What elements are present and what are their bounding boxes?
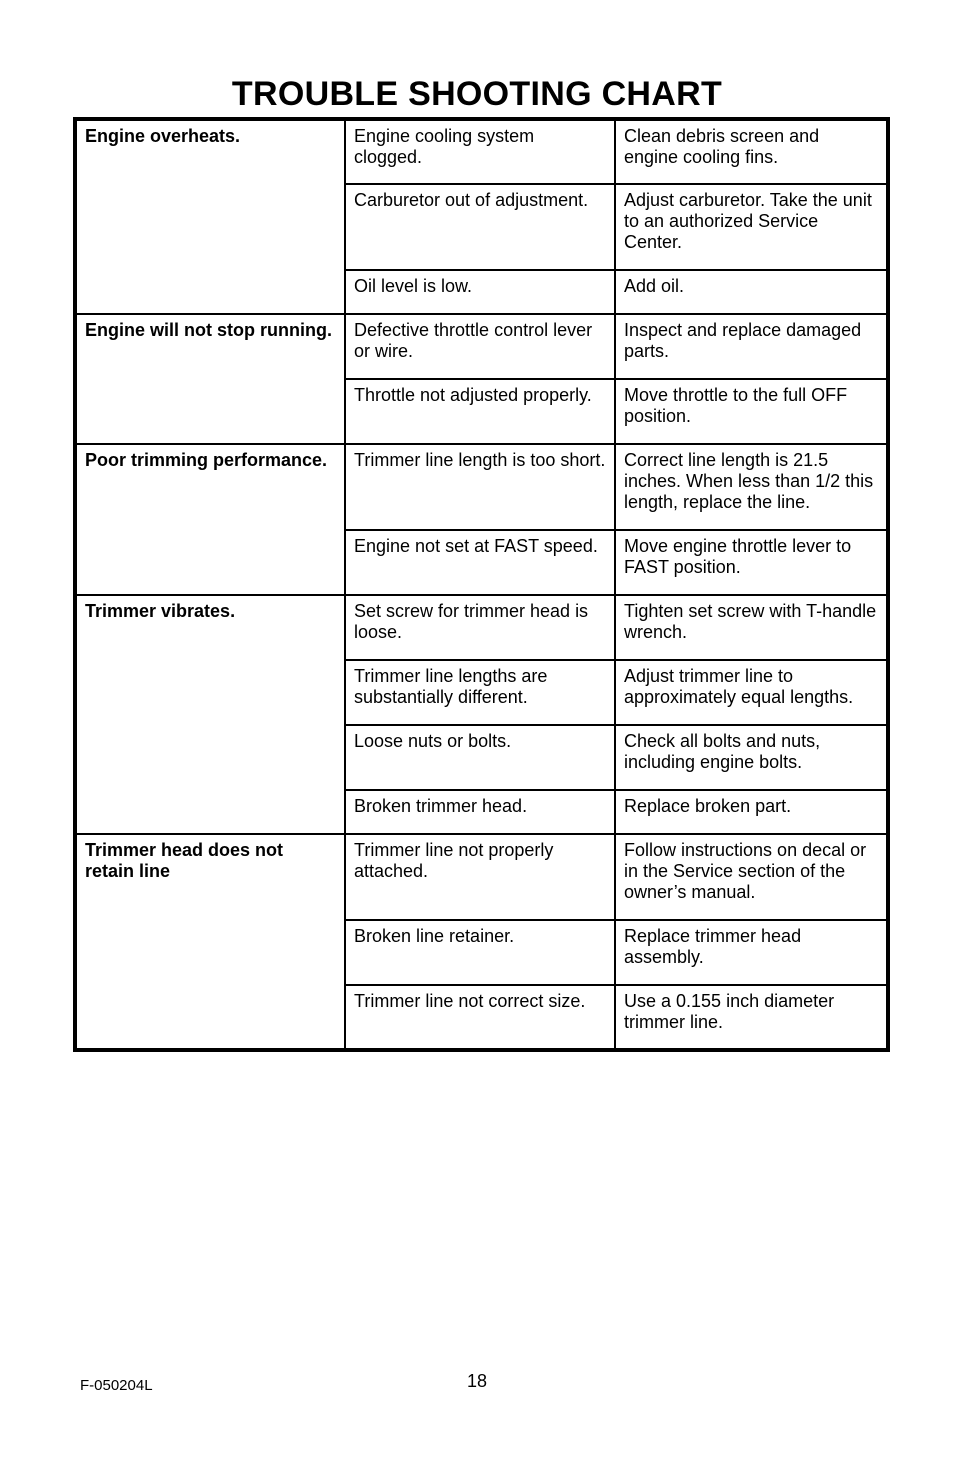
problem-cell: Trimmer head does not retain line [75, 834, 345, 1050]
remedy-cell: Check all bolts and nuts, including engine bolts. [615, 725, 888, 790]
remedy-cell: Adjust trimmer line to approximately equal lengths. [615, 660, 888, 725]
cause-cell: Trimmer line lengths are substantially different. [345, 660, 615, 725]
remedy-cell: Adjust carburetor. Take the unit to an authorized Service Center. [615, 184, 888, 270]
cause-cell: Throttle not adjusted properly. [345, 379, 615, 444]
cause-cell: Carburetor out of adjustment. [345, 184, 615, 270]
remedy-cell: Move throttle to the full OFF position. [615, 379, 888, 444]
table-row [75, 119, 888, 184]
page-title: TROUBLE SHOOTING CHART [231, 75, 723, 113]
cause-cell: Loose nuts or bolts. [345, 725, 615, 790]
cause-cell: Engine not set at FAST speed. [345, 530, 615, 595]
remedy-cell: Clean debris screen and engine cooling fins. [615, 119, 888, 184]
cause-cell: Broken line retainer. [345, 920, 615, 985]
remedy-cell: Tighten set screw with T-handle wrench. [615, 595, 888, 660]
table-row [75, 834, 888, 920]
cause-cell: Trimmer line not correct size. [345, 985, 615, 1050]
cause-cell: Trimmer line not properly attached. [345, 834, 615, 920]
remedy-cell: Replace broken part. [615, 790, 888, 834]
cause-cell: Defective throttle control lever or wire. [345, 314, 615, 379]
remedy-cell: Move engine throttle lever to FAST position. [615, 530, 888, 595]
document-code: F-050204L [80, 1377, 153, 1394]
table-row [75, 314, 888, 379]
remedy-cell: Inspect and replace damaged parts. [615, 314, 888, 379]
table-row [75, 595, 888, 660]
problem-cell: Poor trimming performance. [75, 444, 345, 595]
page-number: 18 [466, 1371, 488, 1391]
remedy-cell: Use a 0.155 inch diameter trimmer line. [615, 985, 888, 1050]
remedy-cell: Add oil. [615, 270, 888, 314]
cause-cell: Trimmer line length is too short. [345, 444, 615, 530]
trouble-shooting-table [73, 117, 890, 1052]
problem-cell: Engine will not stop running. [75, 314, 345, 444]
table-row [75, 444, 888, 530]
problem-cell: Engine overheats. [75, 119, 345, 314]
remedy-cell: Follow instructions on decal or in the Service section of the owner’s manual. [615, 834, 888, 920]
cause-cell: Engine cooling system clogged. [345, 119, 615, 184]
remedy-cell: Correct line length is 21.5 inches. When less than 1/2 this length, replace the line. [615, 444, 888, 530]
remedy-cell: Replace trimmer head assembly. [615, 920, 888, 985]
cause-cell: Set screw for trimmer head is loose. [345, 595, 615, 660]
cause-cell: Broken trimmer head. [345, 790, 615, 834]
cause-cell: Oil level is low. [345, 270, 615, 314]
problem-cell: Trimmer vibrates. [75, 595, 345, 834]
